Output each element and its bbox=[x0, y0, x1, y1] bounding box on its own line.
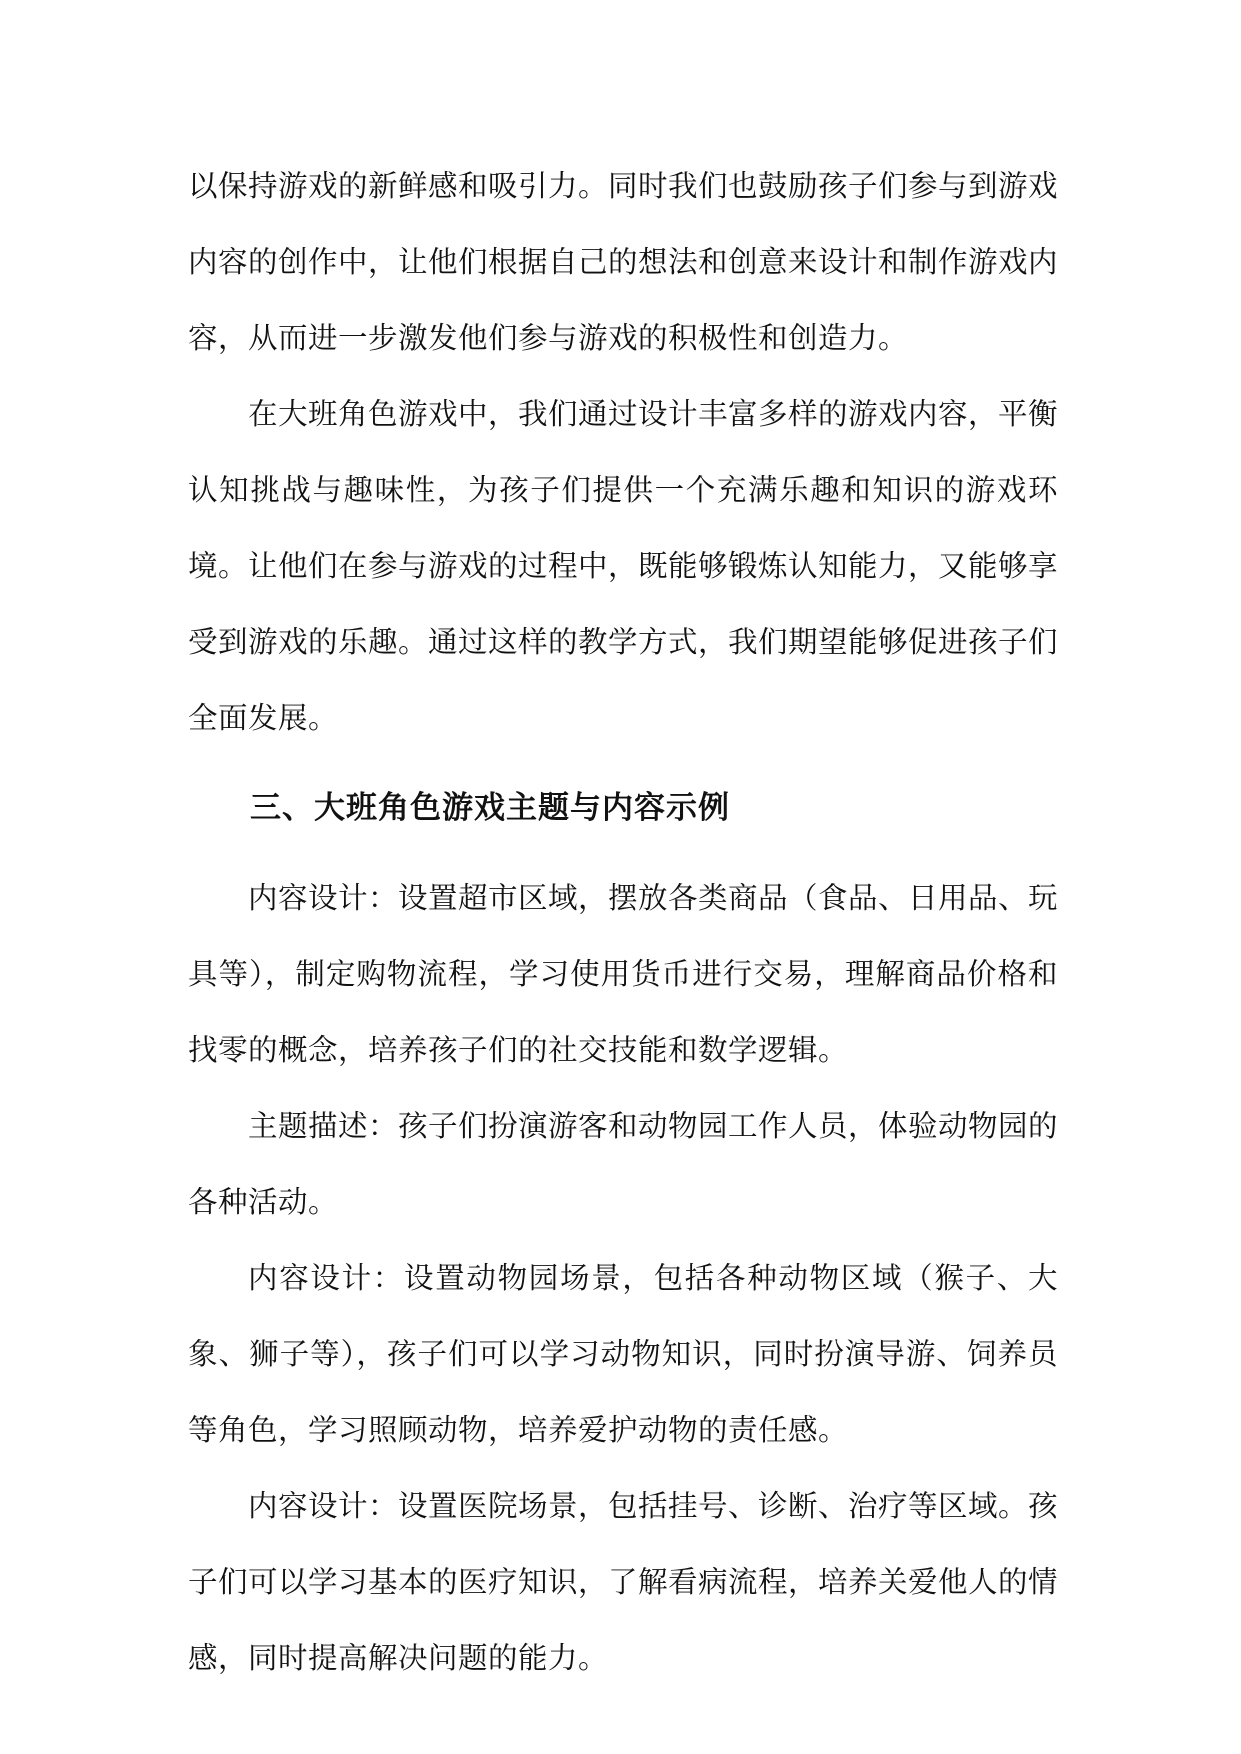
paragraph-hospital-design: 内容设计：设置医院场景，包括挂号、诊断、治疗等区域。孩子们可以学习基本的医疗知识，了解看病流程，培养关爱他人的情感，同时提高解决问题的能力。 bbox=[188, 1489, 1059, 1675]
paragraph-continuation: 以保持游戏的新鲜感和吸引力。同时我们也鼓励孩子们参与到游戏内容的创作中，让他们根据自己的想法和创意来设计和制作游戏内容，从而进一步激发他们参与游戏的积极性和创造力。 bbox=[188, 169, 1059, 355]
document-body bbox=[188, 148, 1058, 1696]
paragraph-zoo-design: 内容设计：设置动物园场景，包括各种动物区域（猴子、大象、狮子等），孩子们可以学习动物知识，同时扮演导游、饲养员等角色，学习照顾动物，培养爱护动物的责任感。 bbox=[188, 1261, 1058, 1447]
paragraph-supermarket-design: 内容设计：设置超市区域，摆放各类商品（食品、日用品、玩具等），制定购物流程，学习使用货币进行交易，理解商品价格和找零的概念，培养孩子们的社交技能和数学逻辑。 bbox=[188, 881, 1059, 1067]
section-heading: 三、大班角色游戏主题与内容示例 bbox=[250, 790, 730, 826]
paragraph-zoo-theme: 主题描述：孩子们扮演游客和动物园工作人员，体验动物园的各种活动。 bbox=[188, 1109, 1059, 1219]
paragraph-summary: 在大班角色游戏中，我们通过设计丰富多样的游戏内容，平衡认知挑战与趣味性，为孩子们提供一个充满乐趣和知识的游戏环境。让他们在参与游戏的过程中，既能够锻炼认知能力，又能够享受到游戏的乐趣。通过这样的教学方式，我们期望能够促进孩子们全面发展。 bbox=[188, 397, 1059, 735]
